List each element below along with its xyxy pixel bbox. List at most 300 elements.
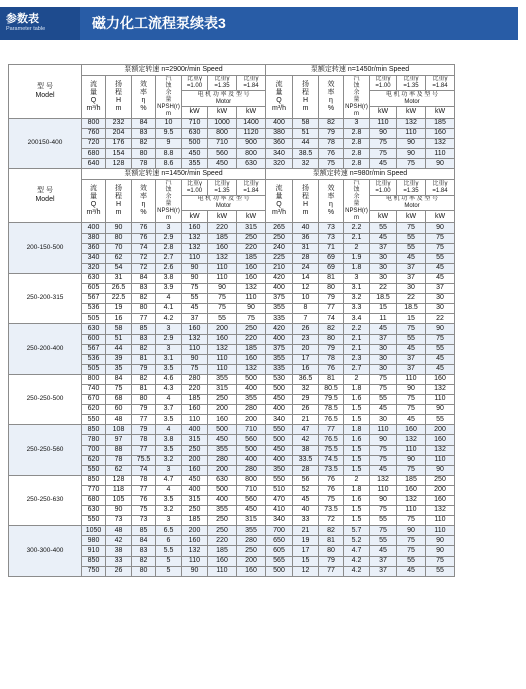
value-left-6: 160: [237, 263, 266, 273]
value-right-2: 79: [319, 294, 344, 304]
value-right-5: 55: [397, 243, 426, 253]
col-gravity-2-left: 比重γ =1.84: [237, 180, 266, 195]
value-left-6: 75: [237, 314, 266, 324]
value-right-5: 90: [397, 455, 426, 465]
value-right-5: 15: [397, 314, 426, 324]
value-left-5: 250: [208, 526, 237, 536]
value-right-5: 185: [397, 475, 426, 485]
value-right-1: 40: [293, 506, 319, 516]
value-right-3: 2.8: [344, 149, 370, 159]
value-left-3: 2.9: [156, 334, 182, 344]
value-right-4: 30: [370, 253, 397, 263]
value-right-4: 45: [370, 324, 397, 334]
value-left-0: 620: [82, 405, 106, 415]
value-right-5: 75: [397, 516, 426, 526]
col-head-left: 扬 程 H m: [106, 76, 132, 119]
value-left-4: 160: [182, 324, 208, 334]
value-right-5: 90: [397, 384, 426, 394]
value-right-3: 3.4: [344, 314, 370, 324]
value-right-5: 110: [397, 445, 426, 455]
value-right-3: 3.2: [344, 294, 370, 304]
value-right-3: 5.2: [344, 536, 370, 546]
value-right-0: 335: [266, 314, 293, 324]
value-right-5: 45: [397, 253, 426, 263]
value-right-5: 75: [397, 159, 426, 169]
value-left-5: 450: [208, 435, 237, 445]
value-right-1: 56: [293, 475, 319, 485]
value-left-0: 550: [82, 465, 106, 475]
value-left-2: 82: [132, 294, 156, 304]
value-left-5: 560: [208, 149, 237, 159]
value-left-1: 75: [106, 384, 132, 394]
col-gravity-0-left: 比重γ =1.00: [182, 76, 208, 91]
value-right-3: 2.7: [344, 364, 370, 374]
value-left-5: 160: [208, 556, 237, 566]
value-left-0: 800: [82, 119, 106, 129]
value-left-1: 90: [106, 506, 132, 516]
value-right-3: 3: [344, 273, 370, 283]
value-right-6: 55: [426, 566, 455, 576]
value-left-3: 3: [156, 465, 182, 475]
value-left-3: 5.5: [156, 546, 182, 556]
value-right-1: 17: [293, 546, 319, 556]
value-left-6: 160: [237, 354, 266, 364]
value-right-0: 340: [266, 516, 293, 526]
value-left-0: 620: [82, 455, 106, 465]
value-left-0: 770: [82, 485, 106, 495]
model-cell: 300-300-400: [9, 526, 82, 576]
value-right-5: 90: [397, 526, 426, 536]
value-right-4: 75: [370, 374, 397, 384]
value-left-0: 536: [82, 354, 106, 364]
value-left-3: 9: [156, 139, 182, 149]
value-left-2: 72: [132, 263, 156, 273]
value-right-6: 90: [426, 536, 455, 546]
value-left-2: 80: [132, 395, 156, 405]
value-right-2: 73: [319, 233, 344, 243]
value-right-6: 75: [426, 556, 455, 566]
value-left-4: 250: [182, 506, 208, 516]
value-left-0: 380: [82, 233, 106, 243]
value-left-0: 630: [82, 273, 106, 283]
value-left-5: 355: [208, 445, 237, 455]
value-right-6: 110: [426, 526, 455, 536]
model-header: 型 号 Model: [9, 65, 82, 119]
value-left-4: 90: [182, 354, 208, 364]
value-left-1: 128: [106, 159, 132, 169]
value-right-6: 90: [426, 223, 455, 233]
value-right-6: 160: [426, 129, 455, 139]
col-flow-right: 流 量 Q m³/h: [266, 180, 293, 223]
value-left-2: 79: [132, 425, 156, 435]
value-left-5: 250: [208, 395, 237, 405]
value-left-6: 560: [237, 496, 266, 506]
parameter-table-wrap: [8, 64, 455, 577]
value-left-0: 910: [82, 546, 106, 556]
value-left-5: 355: [208, 506, 237, 516]
value-right-0: 530: [266, 374, 293, 384]
value-left-1: 73: [106, 516, 132, 526]
value-right-4: 90: [370, 129, 397, 139]
value-left-1: 44: [106, 344, 132, 354]
value-right-4: 90: [370, 435, 397, 445]
value-right-2: 77: [319, 425, 344, 435]
value-left-4: 355: [182, 159, 208, 169]
value-left-6: 280: [237, 536, 266, 546]
value-right-1: 32: [293, 159, 319, 169]
value-left-1: 204: [106, 129, 132, 139]
col-head-right: 扬 程 H m: [293, 76, 319, 119]
value-right-3: 4.2: [344, 556, 370, 566]
value-left-1: 38: [106, 546, 132, 556]
value-left-0: 400: [82, 223, 106, 233]
value-right-5: 45: [397, 344, 426, 354]
value-right-3: 2.8: [344, 159, 370, 169]
value-left-6: 200: [237, 415, 266, 425]
value-left-1: 70: [106, 243, 132, 253]
value-left-5: 220: [208, 536, 237, 546]
value-left-6: 800: [237, 149, 266, 159]
value-right-6: 55: [426, 415, 455, 425]
value-right-2: 78: [319, 354, 344, 364]
value-right-6: 132: [426, 384, 455, 394]
value-left-2: 72: [132, 253, 156, 263]
value-left-5: 160: [208, 415, 237, 425]
col-efficiency-left: 效 率 η %: [132, 76, 156, 119]
value-right-2: 81: [319, 273, 344, 283]
value-left-2: 78: [132, 435, 156, 445]
value-right-6: 132: [426, 139, 455, 149]
value-right-2: 75.5: [319, 445, 344, 455]
model-cell: 250-200-315: [9, 273, 82, 323]
value-right-3: 2.2: [344, 324, 370, 334]
value-right-4: 75: [370, 149, 397, 159]
value-left-0: 780: [82, 435, 106, 445]
value-right-2: 75: [319, 496, 344, 506]
value-left-5: 185: [208, 233, 237, 243]
value-left-3: 4.1: [156, 304, 182, 314]
value-left-5: 250: [208, 516, 237, 526]
value-right-6: 30: [426, 304, 455, 314]
value-left-5: 75: [208, 294, 237, 304]
value-right-6: 110: [426, 395, 455, 405]
value-right-4: 75: [370, 445, 397, 455]
value-left-2: 80: [132, 566, 156, 576]
value-right-1: 45: [293, 496, 319, 506]
value-right-2: 75: [319, 159, 344, 169]
value-left-0: 800: [82, 374, 106, 384]
col-kw-0-right: kW: [370, 211, 397, 223]
value-left-2: 83: [132, 129, 156, 139]
value-right-1: 52: [293, 485, 319, 495]
value-right-0: 335: [266, 364, 293, 374]
speed-header-right: 泵额定转速 n=1450r/min Speed: [266, 65, 455, 76]
value-left-3: 4: [156, 425, 182, 435]
value-right-0: 320: [266, 159, 293, 169]
value-left-1: 88: [106, 445, 132, 455]
value-right-4: 110: [370, 425, 397, 435]
value-right-1: 26: [293, 324, 319, 334]
value-right-2: 80: [319, 546, 344, 556]
value-right-3: 3: [344, 119, 370, 129]
value-right-2: 78.5: [319, 405, 344, 415]
value-right-4: 37: [370, 334, 397, 344]
col-gravity-0-right: 比重γ =1.00: [370, 76, 397, 91]
model-cell: 200150-400: [9, 119, 82, 169]
value-left-4: 110: [182, 253, 208, 263]
table-row: [9, 273, 455, 283]
table-row: [9, 223, 455, 233]
value-left-2: 81: [132, 354, 156, 364]
value-right-4: 30: [370, 415, 397, 425]
value-left-4: 200: [182, 455, 208, 465]
value-left-3: 2.6: [156, 263, 182, 273]
value-left-5: 55: [208, 314, 237, 324]
value-right-2: 73.5: [319, 465, 344, 475]
value-left-3: 5: [156, 566, 182, 576]
value-left-4: 160: [182, 465, 208, 475]
value-right-3: 1.5: [344, 465, 370, 475]
value-right-1: 58: [293, 119, 319, 129]
value-left-5: 280: [208, 455, 237, 465]
value-left-4: 250: [182, 445, 208, 455]
value-left-5: 500: [208, 425, 237, 435]
col-kw-1-right: kW: [397, 211, 426, 223]
value-left-5: 110: [208, 364, 237, 374]
value-left-6: 200: [237, 556, 266, 566]
value-right-4: 11: [370, 314, 397, 324]
value-right-2: 73.5: [319, 506, 344, 516]
value-right-2: 76: [319, 149, 344, 159]
value-right-1: 17: [293, 354, 319, 364]
value-right-5: 132: [397, 435, 426, 445]
value-right-4: 110: [370, 485, 397, 495]
value-right-0: 400: [266, 284, 293, 294]
value-left-3: 3: [156, 324, 182, 334]
value-left-3: 3: [156, 516, 182, 526]
value-left-3: 3.5: [156, 415, 182, 425]
col-kw-1-left: kW: [208, 211, 237, 223]
value-left-4: 500: [182, 139, 208, 149]
value-right-1: 16: [293, 364, 319, 374]
table-row: [9, 324, 455, 334]
value-right-4: 55: [370, 223, 397, 233]
value-left-2: 85: [132, 526, 156, 536]
value-left-6: 630: [237, 159, 266, 169]
value-right-6: 45: [426, 263, 455, 273]
col-npsh-right: 汽 蚀 余 量 NPSH(r) m: [345, 180, 368, 222]
model-cell: 250-250-500: [9, 374, 82, 424]
value-right-5: 75: [397, 324, 426, 334]
value-left-3: 2.8: [156, 243, 182, 253]
value-right-0: 400: [266, 455, 293, 465]
value-right-4: 45: [370, 405, 397, 415]
value-left-0: 550: [82, 415, 106, 425]
value-left-6: 355: [237, 526, 266, 536]
motor-header-left: 电 机 功 率 及 型 号 Motor: [182, 91, 266, 106]
col-kw-1-left: kW: [208, 106, 237, 118]
col-gravity-2-right: 比重γ =1.84: [426, 180, 455, 195]
value-left-4: 185: [182, 516, 208, 526]
value-left-3: 8.6: [156, 159, 182, 169]
value-left-5: 110: [208, 566, 237, 576]
value-right-0: 420: [266, 324, 293, 334]
value-right-4: 75: [370, 455, 397, 465]
value-left-0: 320: [82, 263, 106, 273]
value-right-3: 1.8: [344, 384, 370, 394]
value-left-2: 85: [132, 324, 156, 334]
value-left-2: 82: [132, 556, 156, 566]
value-right-3: 2.1: [344, 233, 370, 243]
value-left-6: 250: [237, 324, 266, 334]
value-right-3: 2.1: [344, 344, 370, 354]
value-right-4: 90: [370, 496, 397, 506]
value-left-1: 48: [106, 526, 132, 536]
value-right-6: 90: [426, 465, 455, 475]
value-right-4: 45: [370, 159, 397, 169]
col-npsh-right: 汽 蚀 余 量 NPSH(r) m: [345, 76, 368, 117]
value-right-0: 340: [266, 149, 293, 159]
value-right-5: 37: [397, 273, 426, 283]
value-right-4: 22: [370, 284, 397, 294]
value-right-5: 37: [397, 364, 426, 374]
value-left-6: 220: [237, 243, 266, 253]
value-left-2: 82: [132, 374, 156, 384]
value-right-3: 1.6: [344, 395, 370, 405]
model-cell: 200-150-500: [9, 223, 82, 273]
value-right-6: 200: [426, 425, 455, 435]
value-right-5: 110: [397, 129, 426, 139]
page-header: [0, 0, 526, 46]
value-right-2: 80: [319, 284, 344, 294]
value-right-1: 31: [293, 243, 319, 253]
value-left-5: 400: [208, 496, 237, 506]
value-left-5: 500: [208, 485, 237, 495]
value-right-2: 76: [319, 475, 344, 485]
value-right-5: 30: [397, 284, 426, 294]
value-left-5: 355: [208, 374, 237, 384]
value-right-6: 75: [426, 233, 455, 243]
value-left-0: 680: [82, 496, 106, 506]
value-right-5: 55: [397, 556, 426, 566]
value-right-0: 240: [266, 243, 293, 253]
value-right-5: 90: [397, 149, 426, 159]
value-left-1: 33: [106, 556, 132, 566]
value-left-0: 340: [82, 253, 106, 263]
value-left-4: 160: [182, 536, 208, 546]
value-right-3: 2.1: [344, 334, 370, 344]
value-left-3: 3: [156, 223, 182, 233]
value-right-0: 355: [266, 354, 293, 364]
value-right-1: 36: [293, 233, 319, 243]
col-kw-2-left: kW: [237, 106, 266, 118]
table-row: [9, 526, 455, 536]
value-left-2: 76: [132, 496, 156, 506]
value-right-4: 75: [370, 506, 397, 516]
value-left-4: 55: [182, 294, 208, 304]
value-left-2: 84: [132, 119, 156, 129]
value-left-5: 800: [208, 129, 237, 139]
value-left-6: 132: [237, 284, 266, 294]
value-left-2: 83: [132, 284, 156, 294]
value-left-1: 19: [106, 304, 132, 314]
value-right-0: 355: [266, 304, 293, 314]
value-left-0: 536: [82, 304, 106, 314]
value-left-0: 640: [82, 159, 106, 169]
value-left-3: 5: [156, 556, 182, 566]
value-left-3: 3.1: [156, 354, 182, 364]
col-gravity-1-right: 比重γ =1.35: [397, 76, 426, 91]
value-left-4: 710: [182, 119, 208, 129]
value-left-1: 154: [106, 149, 132, 159]
value-left-3: 3.5: [156, 364, 182, 374]
value-left-6: 710: [237, 485, 266, 495]
value-right-0: 550: [266, 475, 293, 485]
value-left-3: 3.5: [156, 445, 182, 455]
value-right-0: 500: [266, 435, 293, 445]
value-right-6: 45: [426, 273, 455, 283]
value-right-3: 1.9: [344, 253, 370, 263]
table-row: [9, 374, 455, 384]
value-left-3: 4.2: [156, 314, 182, 324]
value-right-5: 37: [397, 263, 426, 273]
value-left-6: 315: [237, 223, 266, 233]
value-left-0: 850: [82, 475, 106, 485]
value-left-6: 355: [237, 395, 266, 405]
value-right-0: 265: [266, 223, 293, 233]
value-left-4: 200: [182, 526, 208, 536]
value-right-5: 75: [397, 395, 426, 405]
value-right-0: 650: [266, 536, 293, 546]
col-gravity-1-left: 比重γ =1.35: [208, 180, 237, 195]
value-right-4: 30: [370, 344, 397, 354]
value-right-2: 76.5: [319, 435, 344, 445]
value-right-5: 55: [397, 233, 426, 243]
value-left-4: 132: [182, 243, 208, 253]
value-right-1: 38.5: [293, 149, 319, 159]
value-right-3: 1.5: [344, 415, 370, 425]
value-left-1: 80: [106, 233, 132, 243]
value-left-6: 185: [237, 253, 266, 263]
value-left-0: 980: [82, 536, 106, 546]
value-right-3: 2: [344, 475, 370, 485]
value-right-6: 160: [426, 374, 455, 384]
value-right-0: 510: [266, 485, 293, 495]
value-left-2: 79: [132, 364, 156, 374]
value-right-2: 69: [319, 253, 344, 263]
value-left-1: 90: [106, 223, 132, 233]
col-gravity-1-left: 比重γ =1.35: [208, 76, 237, 91]
value-right-3: 5.7: [344, 526, 370, 536]
value-left-3: 6: [156, 536, 182, 546]
value-left-0: 505: [82, 364, 106, 374]
value-right-5: 75: [397, 223, 426, 233]
value-right-1: 26: [293, 405, 319, 415]
value-right-0: 500: [266, 384, 293, 394]
value-right-4: 75: [370, 526, 397, 536]
col-kw-2-right: kW: [426, 211, 455, 223]
value-left-3: 4: [156, 294, 182, 304]
value-right-5: 45: [397, 415, 426, 425]
value-right-4: 37: [370, 243, 397, 253]
value-right-6: 160: [426, 496, 455, 506]
value-left-0: 550: [82, 516, 106, 526]
value-left-0: 605: [82, 284, 106, 294]
value-right-2: 74.5: [319, 455, 344, 465]
value-left-4: 132: [182, 334, 208, 344]
value-left-6: 450: [237, 506, 266, 516]
col-kw-0-right: kW: [370, 106, 397, 118]
